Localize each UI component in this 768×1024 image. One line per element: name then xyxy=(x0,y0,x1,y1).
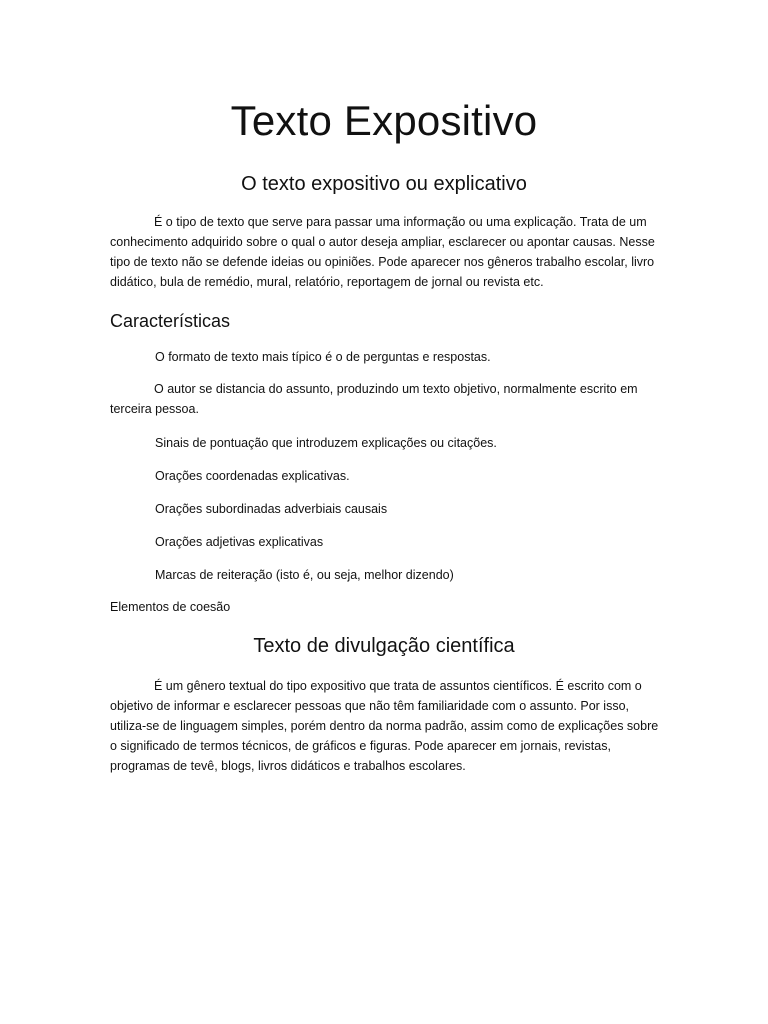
document-title: Texto Expositivo xyxy=(230,97,538,144)
characteristic-item: O autor se distancia do assunto, produzindo um texto objetivo, normalmente escrito em terceira pessoa. xyxy=(110,382,638,416)
characteristic-item: Orações subordinadas adverbiais causais xyxy=(155,502,388,516)
cohesion-label: Elementos de coesão xyxy=(110,600,231,614)
characteristics-heading: Características xyxy=(110,311,231,331)
science-paragraph: É um gênero textual do tipo expositivo que trata de assuntos científicos. É escrito com o objetivo de informar e esclarecer pessoas que não têm familiaridade com o assunto. Por isso, utiliza-se de linguagem simples, porém dentro da norma padrão, assim como de explicações sobre o significado de termos técnicos, de gráficos e figuras. Pode aparecer em jornais, revistas, programas de tevê, blogs, livros didáticos e trabalhos escolares. xyxy=(110,679,659,773)
science-heading: Texto de divulgação científica xyxy=(253,635,515,657)
document-subtitle: O texto expositivo ou explicativo xyxy=(241,173,527,195)
characteristic-item: Marcas de reiteração (isto é, ou seja, melhor dizendo) xyxy=(155,568,454,582)
characteristic-item: Orações coordenadas explicativas. xyxy=(155,469,350,483)
intro-paragraph: É o tipo de texto que serve para passar uma informação ou uma explicação. Trata de um conhecimento adquirido sobre o qual o autor deseja ampliar, esclarecer ou apontar causas. Nesse tipo de texto não se defende ideias ou opiniões. Pode aparecer nos gêneros trabalho escolar, livro didático, bula de remédio, mural, relatório, reportagem de jornal ou revista etc. xyxy=(110,215,655,289)
characteristic-item: Orações adjetivas explicativas xyxy=(155,535,324,549)
characteristic-item: Sinais de pontuação que introduzem explicações ou citações. xyxy=(155,436,497,450)
characteristic-item: O formato de texto mais típico é o de perguntas e respostas. xyxy=(155,350,491,364)
